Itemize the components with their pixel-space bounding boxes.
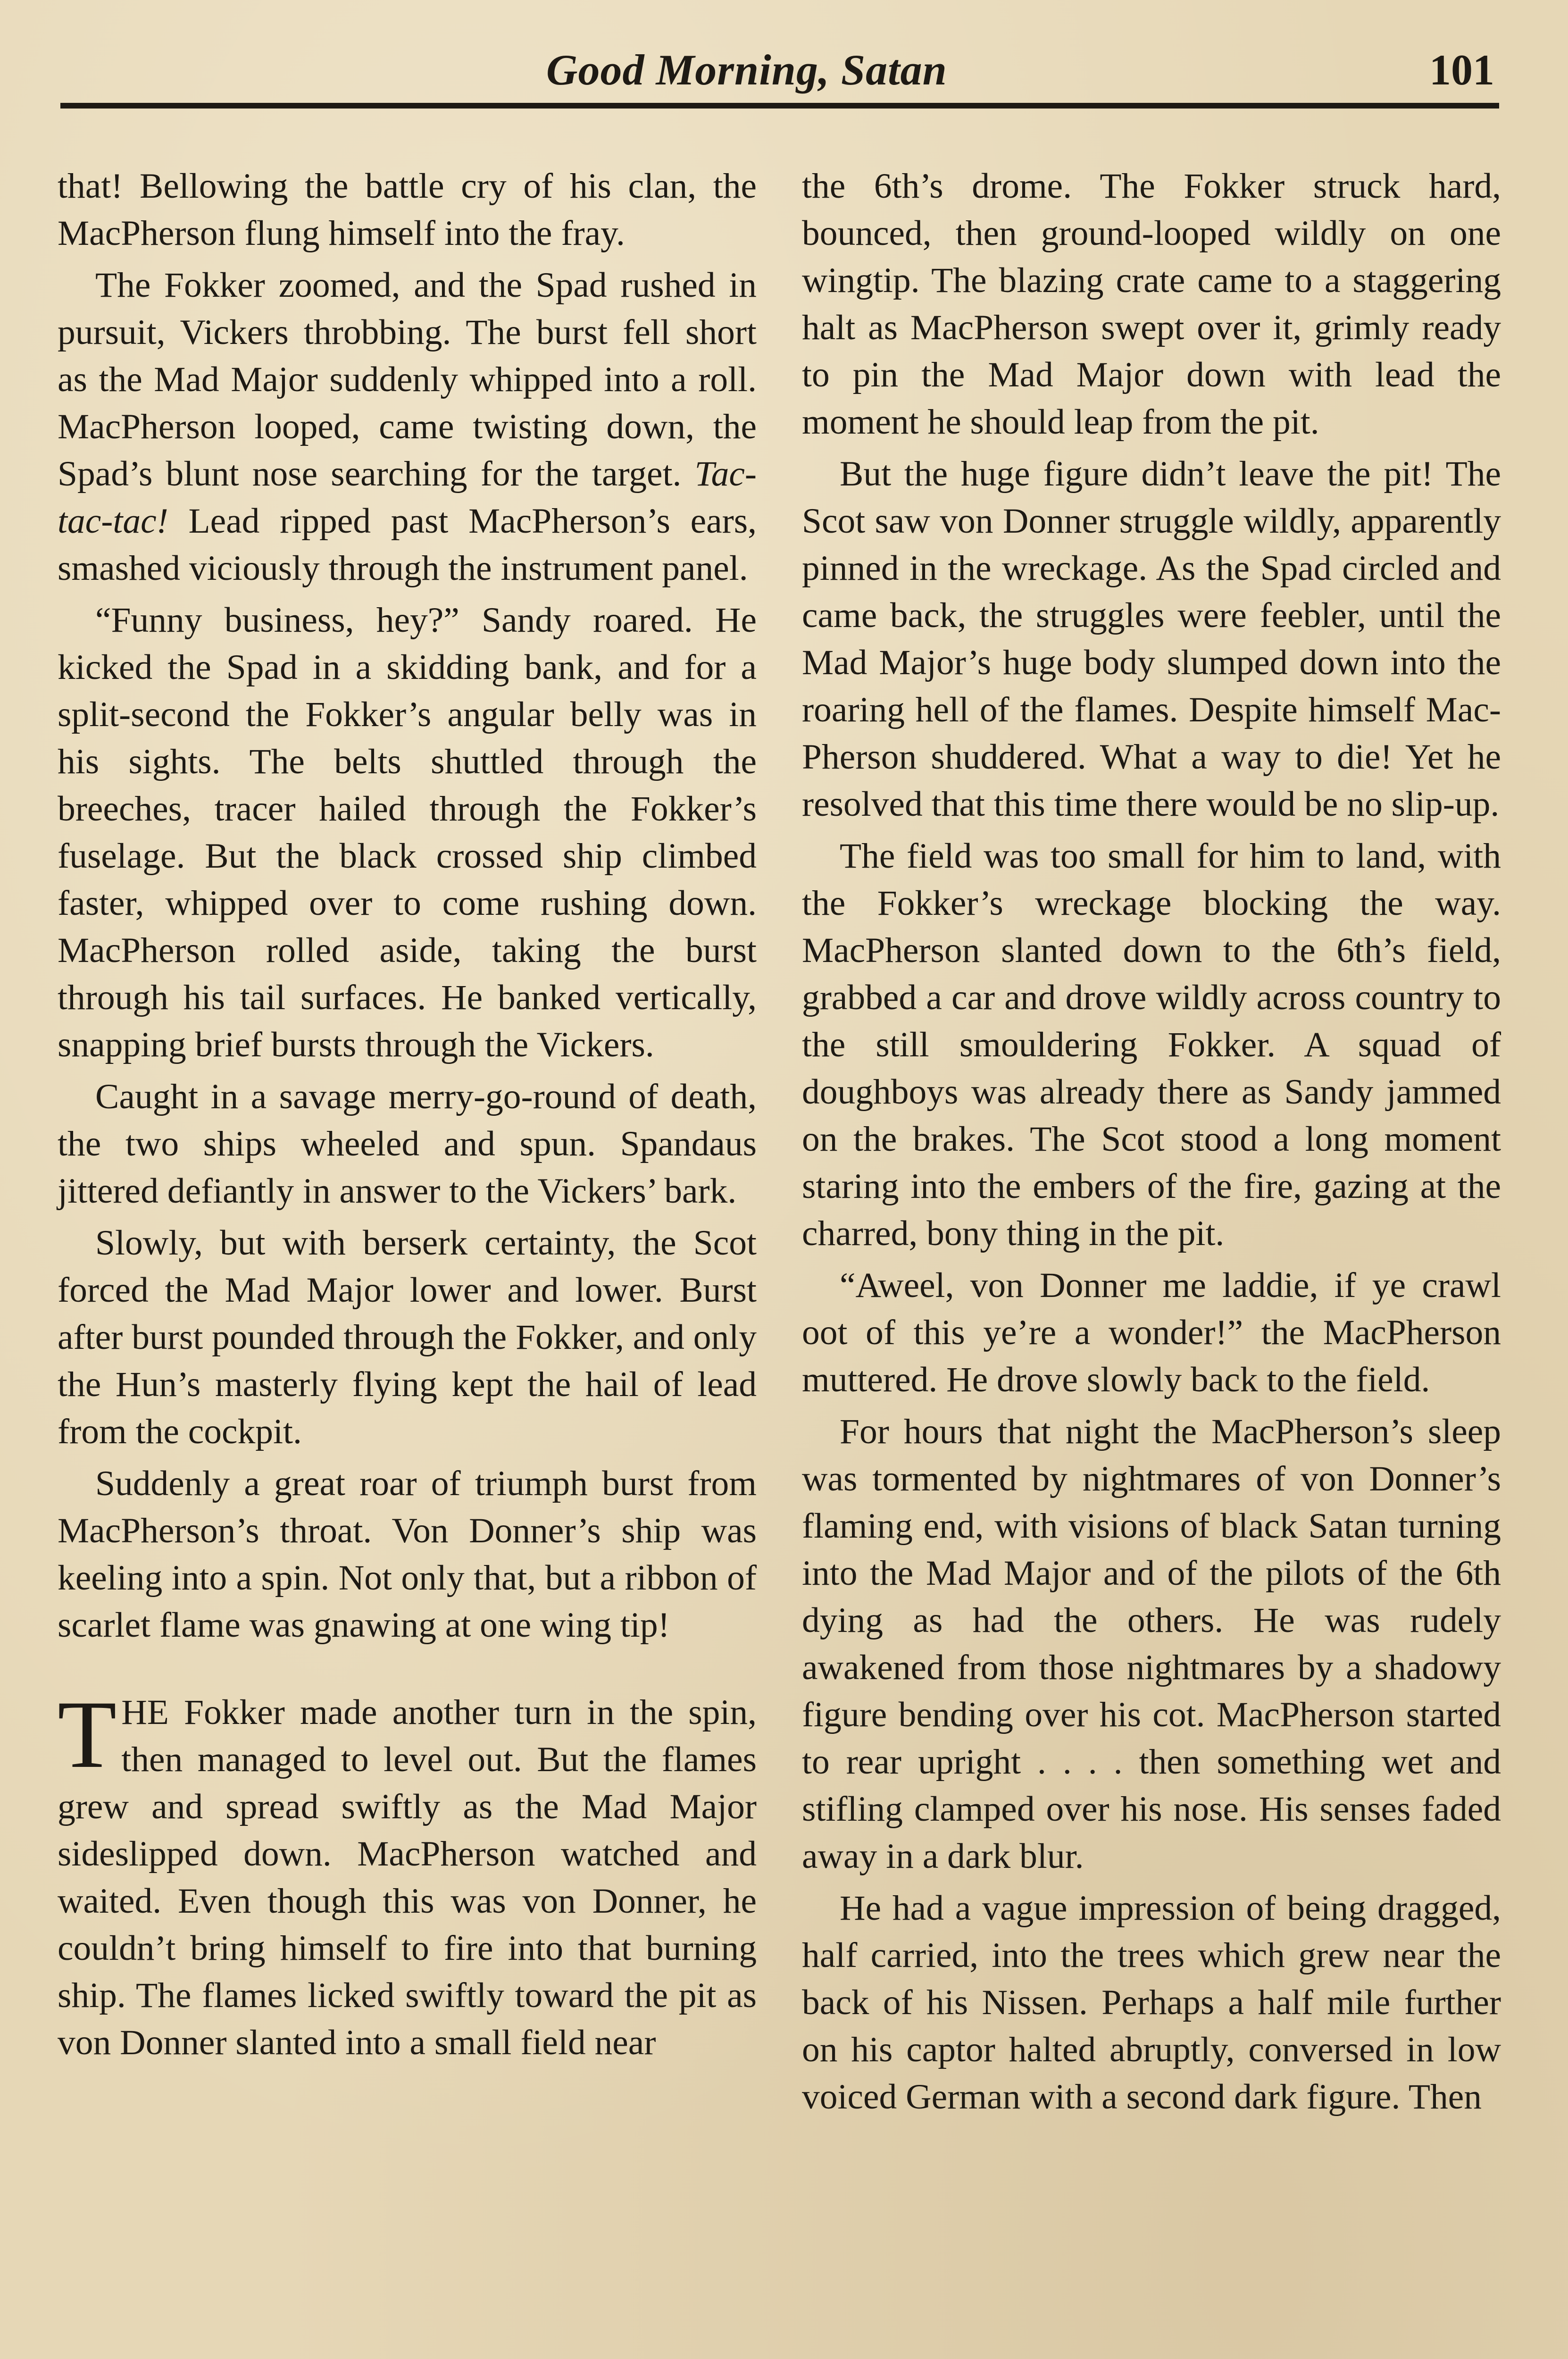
page-number: 101 (1429, 46, 1494, 94)
header-rule (60, 103, 1499, 109)
paragraph: Slowly, but with berserk certainty, the Scot forced the Mad Major lower and lower. Burst after burst pounded through the Fokker, and only the Hun’s masterly flying kept the hail of lead from the cockpit. (58, 1223, 757, 1451)
sound-effect-text: Tactac-tac! (58, 454, 757, 541)
paragraph-text: Lead ripped past MacPherson’s ears, smashed viciously through the instrument panel. (58, 502, 757, 588)
paragraph: that! Bellowing the battle cry of his clan, the MacPherson flung himself into the fray. (58, 167, 757, 253)
paragraph: But the huge figure didn’t leave the pit! The Scot saw von Donner struggle wildly, apparently pinned in the wreckage. As the Spad circled and came back, the struggles were feebler, until the Mad Major’s huge body slumped down into the roaring hell of the flames. Despite himself MacPherson shuddered. What a way to die! Yet he resolved that this time there would be no slip-up. (802, 454, 1501, 824)
paragraph: He had a vague impression of being dragged, half carried, into the trees which grew near the back of his Nissen. Perhaps a half mile further on his captor halted abruptly, conversed in low voiced German with a second dark figure. Then (802, 1889, 1501, 2116)
paragraph: For hours that night the MacPherson’s sleep was tormented by nightmares of von Donner’s flaming end, with visions of black Satan turning into the Mad Major and of the pilots of the 6th dying as had the others. He was rudely awakened from those nightmares by a shadowy figure bending over his cot. MacPherson started to rear upright . . . . then something wet and stifling clamped over his nose. His senses faded away in a dark blur. (802, 1412, 1501, 1876)
running-title: Good Morning, Satan (546, 46, 947, 94)
drop-cap: T (58, 1681, 117, 1788)
left-column (58, 163, 757, 2359)
running-header (60, 45, 1499, 104)
paragraph: “Funny business, hey?” Sandy roared. He kicked the Spad in a skidding bank, and for a split-second the Fokker’s angular belly was in his sights. The belts shuttled through the breeches, tracer hailed through the Fokker’s fuselage. But the black crossed ship climbed faster, whipped over to come rushing down. MacPherson rolled aside, taking the burst through his tail surfaces. He banked vertically, snapping brief bursts through the Vickers. (58, 601, 757, 1064)
paragraph: The field was too small for him to land, with the Fokker’s wreckage blocking the way. MacPherson slanted down to the 6th’s field, grabbed a car and drove wildly across country to the still smouldering Fokker. A squad of doughboys was already there as Sandy jammed on the brakes. The Scot stood a long moment staring into the embers of the fire, gazing at the charred, bony thing in the pit. (802, 837, 1501, 1253)
paragraph (58, 262, 757, 592)
paragraph: Suddenly a great roar of triumph burst from MacPherson’s throat. Von Donner’s ship was keeling into a spin. Not only that, but a ribbon of scarlet flame was gnawing at one wing tip! (58, 1464, 757, 1645)
paragraph: Caught in a savage merry-go-round of death, the two ships wheeled and spun. Spandaus jittered defiantly in answer to the Vickers’ bark. (58, 1077, 757, 1211)
paragraph-text: HE Fokker made another turn in the spin, then managed to level out. But the flames grew and spread swiftly as the Mad Major sideslipped down. MacPherson watched and waited. Even though this was von Donner, he couldn’t bring himself to fire into that burning ship. The flames licked swiftly toward the pit as von Donner slanted into a small field near (58, 1693, 757, 2062)
paragraph: the 6th’s drome. The Fokker struck hard, bounced, then ground-looped wildly on one wingtip. The blazing crate came to a staggering halt as MacPherson swept over it, grimly ready to pin the Mad Major down with lead the moment he should leap from the pit. (802, 167, 1501, 442)
paragraph-text: The Fokker zoomed, and the Spad rushed in pursuit, Vickers throbbing. The burst fell short as the Mad Major suddenly whipped into a roll. MacPherson looped, came twisting down, the Spad’s blunt nose searching for the target. (58, 266, 757, 494)
paragraph: “Aweel, von Donner me laddie, if ye crawl oot of this ye’re a wonder!” the MacPherson muttered. He drove slowly back to the field. (802, 1266, 1501, 1399)
section-paragraph (58, 1681, 757, 2066)
right-column (802, 163, 1501, 2359)
